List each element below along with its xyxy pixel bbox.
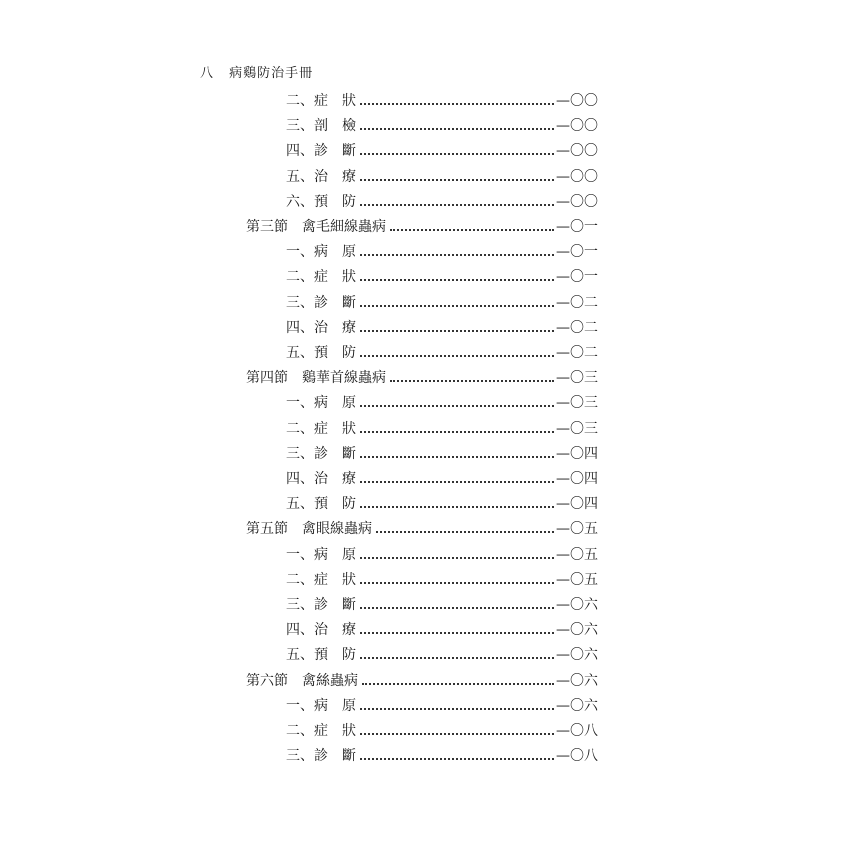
toc-entry-title: 四、治 療 bbox=[286, 319, 356, 336]
toc-entry-title: 五、預 防 bbox=[286, 345, 356, 361]
toc-entry-title: 四、治 療 bbox=[286, 471, 356, 487]
toc-entry-page: —〇五 bbox=[556, 521, 598, 538]
toc-entry-page: —〇六 bbox=[556, 697, 598, 714]
toc-subsection-entry bbox=[0, 141, 850, 161]
toc-entry-title: 三、診 斷 bbox=[286, 294, 356, 311]
toc-entry-page: —〇三 bbox=[556, 420, 598, 437]
leader-dots bbox=[360, 606, 554, 609]
leader-dots bbox=[360, 178, 554, 181]
leader-dots bbox=[362, 682, 554, 685]
leader-dots bbox=[360, 278, 554, 281]
toc-subsection-entry bbox=[0, 393, 850, 413]
toc-subsection-entry bbox=[0, 318, 850, 338]
toc-subsection-entry bbox=[0, 192, 850, 212]
leader-dots bbox=[360, 707, 554, 710]
toc-entry-page: —〇二 bbox=[556, 345, 598, 361]
toc-entry-page: —〇二 bbox=[556, 294, 598, 311]
book-title: 病鷄防治手冊 bbox=[229, 66, 314, 81]
toc-subsection-entry bbox=[0, 444, 850, 464]
leader-dots bbox=[360, 656, 554, 659]
toc-subsection-entry bbox=[0, 570, 850, 590]
toc-entry-page: —〇四 bbox=[556, 445, 598, 462]
toc-entry-title: 一、病 原 bbox=[286, 395, 356, 412]
toc-entry-title: 二、症 狀 bbox=[286, 93, 356, 109]
leader-dots bbox=[390, 379, 554, 382]
running-header bbox=[200, 62, 313, 81]
toc-entry-title: 第五節 禽眼線蟲病 bbox=[246, 521, 372, 538]
toc-entry-title: 第三節 禽毛細線蟲病 bbox=[246, 219, 386, 235]
toc-entry-title: 五、預 防 bbox=[286, 496, 356, 513]
leader-dots bbox=[360, 757, 554, 760]
toc-entry-title: 第四節 鷄華首線蟲病 bbox=[246, 370, 386, 387]
toc-subsection-entry bbox=[0, 267, 850, 287]
leader-dots bbox=[360, 480, 554, 483]
leader-dots bbox=[360, 631, 554, 634]
toc-subsection-entry bbox=[0, 167, 850, 187]
toc-entry-page: —〇三 bbox=[556, 395, 598, 412]
toc-entry-page: —〇〇 bbox=[556, 93, 598, 109]
toc-subsection-entry bbox=[0, 595, 850, 615]
toc-subsection-entry bbox=[0, 746, 850, 766]
toc-subsection-entry bbox=[0, 696, 850, 716]
toc-entry-page: —〇六 bbox=[556, 597, 598, 613]
toc-entry-page: —〇一 bbox=[556, 269, 598, 286]
toc-subsection-entry bbox=[0, 645, 850, 665]
toc-entry-page: —〇四 bbox=[556, 471, 598, 487]
toc-entry-title: 四、診 斷 bbox=[286, 143, 356, 160]
toc-entry-title: 三、診 斷 bbox=[286, 445, 356, 462]
leader-dots bbox=[360, 304, 554, 307]
toc-subsection-entry bbox=[0, 721, 850, 741]
toc-entry-title: 一、病 原 bbox=[286, 244, 356, 261]
toc-entry-page: —〇六 bbox=[556, 647, 598, 664]
toc-entry-title: 三、診 斷 bbox=[286, 597, 356, 613]
leader-dots bbox=[360, 556, 554, 559]
toc-section-entry bbox=[0, 671, 850, 691]
toc-subsection-entry bbox=[0, 545, 850, 565]
toc-section-entry bbox=[0, 217, 850, 237]
toc-entry-page: —〇〇 bbox=[556, 193, 598, 210]
toc-subsection-entry bbox=[0, 494, 850, 514]
toc-section-entry bbox=[0, 519, 850, 539]
leader-dots bbox=[376, 530, 554, 533]
toc-entry-page: —〇四 bbox=[556, 496, 598, 513]
toc-entry-title: 一、病 原 bbox=[286, 546, 356, 563]
toc-subsection-entry bbox=[0, 419, 850, 439]
toc-subsection-entry bbox=[0, 91, 850, 111]
toc-entry-title: 五、治 療 bbox=[286, 168, 356, 185]
toc-entry-page: —〇三 bbox=[556, 370, 598, 387]
toc-section-entry bbox=[0, 368, 850, 388]
page-number: 八 bbox=[200, 66, 215, 81]
toc-entry-page: —〇一 bbox=[556, 219, 598, 235]
toc-entry-title: 一、病 原 bbox=[286, 697, 356, 714]
leader-dots bbox=[360, 581, 554, 584]
toc-entry-page: —〇〇 bbox=[556, 143, 598, 160]
toc-entry-title: 二、症 狀 bbox=[286, 420, 356, 437]
leader-dots bbox=[360, 152, 554, 155]
toc-entry-title: 三、診 斷 bbox=[286, 748, 356, 765]
leader-dots bbox=[360, 505, 554, 508]
leader-dots bbox=[360, 455, 554, 458]
toc-entry-page: —〇六 bbox=[556, 672, 598, 689]
leader-dots bbox=[360, 203, 554, 206]
toc-entry-title: 第六節 禽絲蟲病 bbox=[246, 672, 358, 689]
toc-subsection-entry bbox=[0, 620, 850, 640]
toc-entry-page: —〇一 bbox=[556, 244, 598, 261]
toc-entry-title: 四、治 療 bbox=[286, 622, 356, 639]
toc-subsection-entry bbox=[0, 469, 850, 489]
leader-dots bbox=[360, 102, 554, 105]
toc-entry-title: 三、剖 檢 bbox=[286, 118, 356, 135]
toc-entry-page: —〇八 bbox=[556, 748, 598, 765]
leader-dots bbox=[360, 253, 554, 256]
toc-subsection-entry bbox=[0, 293, 850, 313]
toc-entry-title: 二、症 狀 bbox=[286, 723, 356, 739]
toc-entry-page: —〇五 bbox=[556, 571, 598, 588]
leader-dots bbox=[360, 127, 554, 130]
toc-entry-page: —〇八 bbox=[556, 723, 598, 739]
toc-entry-title: 二、症 狀 bbox=[286, 571, 356, 588]
leader-dots bbox=[360, 354, 554, 357]
leader-dots bbox=[360, 329, 554, 332]
leader-dots bbox=[360, 404, 554, 407]
toc-entry-page: —〇〇 bbox=[556, 168, 598, 185]
toc-entry-page: —〇五 bbox=[556, 546, 598, 563]
toc-entry-page: —〇二 bbox=[556, 319, 598, 336]
toc-subsection-entry bbox=[0, 242, 850, 262]
toc-entry-page: —〇六 bbox=[556, 622, 598, 639]
leader-dots bbox=[360, 732, 554, 735]
leader-dots bbox=[360, 430, 554, 433]
toc-subsection-entry bbox=[0, 343, 850, 363]
toc-entry-title: 五、預 防 bbox=[286, 647, 356, 664]
leader-dots bbox=[390, 228, 554, 231]
toc-entry-title: 二、症 狀 bbox=[286, 269, 356, 286]
toc-subsection-entry bbox=[0, 116, 850, 136]
toc-entry-page: —〇〇 bbox=[556, 118, 598, 135]
toc-entry-title: 六、預 防 bbox=[286, 193, 356, 210]
